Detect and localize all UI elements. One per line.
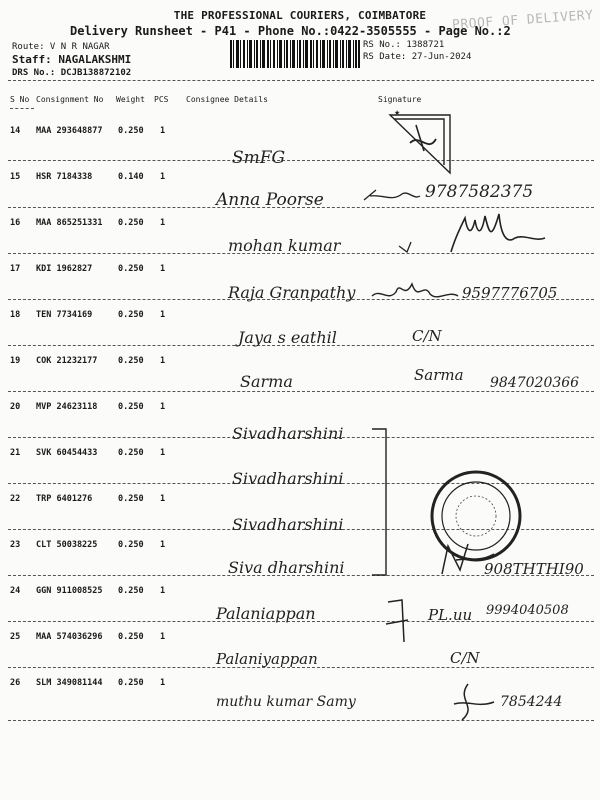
col-signature: Signature	[378, 95, 422, 104]
row-pcs: 1	[160, 356, 166, 366]
row-pcs: 1	[160, 586, 166, 596]
row-pcs: 1	[160, 172, 166, 182]
row-consignment: CLT 50038225	[36, 540, 98, 550]
handwritten-note: C/N	[412, 327, 442, 345]
row-weight: 0.250	[118, 218, 144, 228]
row-sno: 14	[10, 126, 21, 136]
col-sno: S No	[10, 95, 30, 104]
barcode-image	[230, 40, 360, 68]
handwritten-signature: PL.uu	[428, 606, 473, 624]
row-consignment: MAA 865251331	[36, 218, 103, 228]
row-weight: 0.250	[118, 264, 144, 274]
header-underline	[10, 108, 34, 109]
row-sno: 24	[10, 586, 21, 596]
row-sno: 19	[10, 356, 21, 366]
handwritten-name: muthu kumar Samy	[216, 694, 356, 710]
row-divider	[8, 391, 594, 392]
row-sno: 21	[10, 448, 21, 458]
row-sno: 23	[10, 540, 21, 550]
handwritten-note: C/N	[450, 649, 480, 667]
row-divider	[8, 720, 594, 721]
row-consignment: TRP 6401276	[36, 494, 93, 504]
row-weight: 0.250	[118, 126, 144, 136]
handwritten-phone: 9847020366	[490, 375, 580, 391]
header-divider	[8, 80, 594, 81]
handwritten-name: Sarma	[240, 372, 293, 391]
handwritten-name: Sivadharshini	[232, 469, 344, 488]
handwritten-phone: 9994040508	[486, 603, 569, 618]
handwritten-name: mohan kumar	[228, 236, 341, 255]
row-pcs: 1	[160, 540, 166, 550]
row-weight: 0.250	[118, 402, 144, 412]
handwritten-name: Sivadharshini	[232, 424, 344, 443]
runsheet-title: Delivery Runsheet - P41 - Phone No.:0422-3505555 - Page No.:2	[70, 24, 511, 38]
handwritten-name: SmFG	[232, 148, 286, 168]
row-sno: 20	[10, 402, 21, 412]
handwritten-name: Sivadharshini	[232, 515, 344, 534]
row-pcs: 1	[160, 494, 166, 504]
handwritten-signature-image	[395, 208, 555, 256]
row-weight: 0.250	[118, 540, 144, 550]
row-weight: 0.250	[118, 448, 144, 458]
row-sno: 16	[10, 218, 21, 228]
row-consignment: MAA 293648877	[36, 126, 103, 136]
row-sno: 22	[10, 494, 21, 504]
row-weight: 0.250	[118, 494, 144, 504]
smfg-stamp-image	[380, 103, 460, 183]
handwritten-name: Palaniappan	[216, 604, 316, 623]
row-consignment: MVP 24623118	[36, 402, 98, 412]
row-pcs: 1	[160, 632, 166, 642]
handwritten-signature: Sarma	[414, 366, 464, 384]
rs-date: RS Date: 27-Jun-2024	[363, 52, 472, 62]
proof-of-delivery-stamp: PROOF OF DELIVERY	[451, 8, 594, 33]
row-consignment: TEN 7734169	[36, 310, 93, 320]
staff-label: Staff: NAGALAKSHMI	[12, 53, 132, 66]
row-consignment: KDI 1962827	[36, 264, 93, 274]
rs-number: RS No.: 1388721	[363, 40, 445, 50]
col-consignee: Consignee Details	[186, 95, 268, 104]
handwritten-signature-image	[362, 186, 422, 206]
handwritten-phone: 7854244	[500, 694, 563, 710]
row-sno: 25	[10, 632, 21, 642]
handwritten-signature-image	[448, 680, 498, 724]
row-weight: 0.250	[118, 586, 144, 596]
row-consignment: HSR 7184338	[36, 172, 93, 182]
handwritten-signature-image	[370, 274, 460, 304]
row-pcs: 1	[160, 218, 166, 228]
company-title: THE PROFESSIONAL COURIERS, COIMBATORE	[173, 9, 427, 22]
col-pcs: PCS	[154, 95, 169, 104]
row-pcs: 1	[160, 448, 166, 458]
handwritten-name: Jaya s eathil	[238, 328, 337, 347]
drs-number: DRS No.: DCJB138872102	[12, 68, 132, 78]
row-consignment: SLM 349081144	[36, 678, 103, 688]
row-consignment: GGN 911008525	[36, 586, 103, 596]
row-sno: 18	[10, 310, 21, 320]
handwritten-name: Siva dharshini	[228, 558, 345, 577]
bracket-mark-image	[370, 425, 392, 580]
row-weight: 0.250	[118, 678, 144, 688]
row-sno: 15	[10, 172, 21, 182]
row-consignment: COK 21232177	[36, 356, 98, 366]
row-consignment: MAA 574036296	[36, 632, 103, 642]
col-weight: Weight	[116, 95, 145, 104]
row-weight: 0.250	[118, 310, 144, 320]
svg-text:★: ★	[394, 109, 401, 117]
row-pcs: 1	[160, 678, 166, 688]
handwritten-phone: 9787582375	[425, 182, 534, 202]
row-pcs: 1	[160, 402, 166, 412]
handwritten-name: Anna Poorse	[216, 190, 324, 210]
handwritten-name: Palaniyappan	[216, 650, 318, 668]
route-label: Route: V N R NAGAR	[12, 42, 110, 52]
row-weight: 0.140	[118, 172, 144, 182]
handwritten-mark-image	[384, 596, 414, 646]
handwritten-phone: 9597776705	[462, 284, 558, 302]
row-divider	[8, 160, 594, 161]
row-sno: 17	[10, 264, 21, 274]
row-weight: 0.250	[118, 632, 144, 642]
col-consignment: Consignment No	[36, 95, 104, 104]
row-pcs: 1	[160, 126, 166, 136]
row-sno: 26	[10, 678, 21, 688]
row-consignment: SVK 60454433	[36, 448, 98, 458]
handwritten-name: Raja Granpathy	[228, 283, 356, 302]
handwritten-phone: 908THTHI90	[484, 560, 584, 578]
row-pcs: 1	[160, 264, 166, 274]
row-weight: 0.250	[118, 356, 144, 366]
row-pcs: 1	[160, 310, 166, 320]
